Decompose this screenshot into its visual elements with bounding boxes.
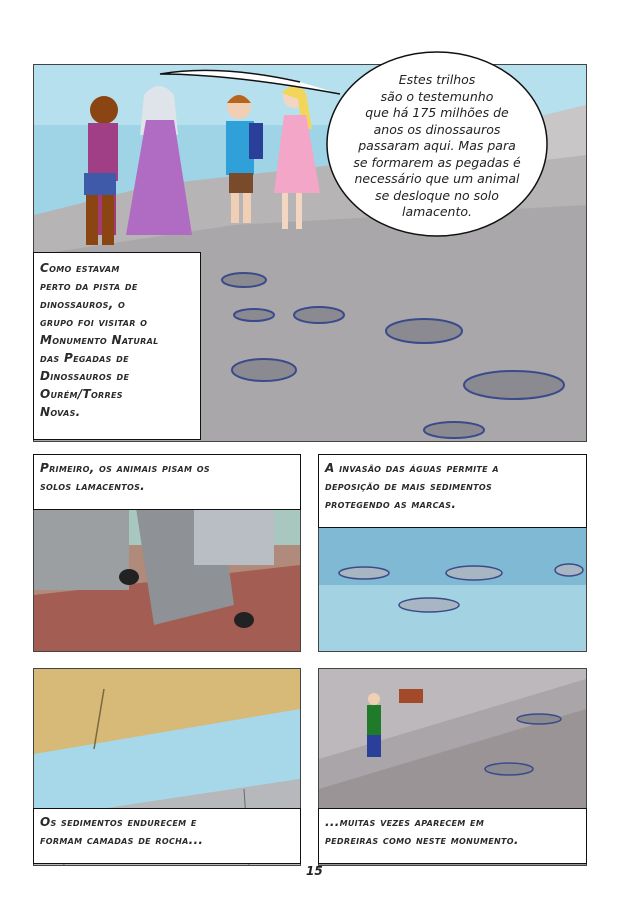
caption-line: solos lamacentos. xyxy=(40,479,146,493)
caption-line: ...muitas vezes aparecem em xyxy=(325,815,485,829)
caption-panel-3 xyxy=(318,454,587,528)
caption-line: das Pegadas de xyxy=(40,351,129,365)
caption-line: Ourém/Torres xyxy=(40,387,123,401)
caption-line: grupo foi visitar o xyxy=(40,315,148,329)
speech-line: se formarem as pegadas é xyxy=(353,154,521,170)
caption-line: perto da pista de xyxy=(40,279,138,293)
speech-bubble-text xyxy=(332,72,542,221)
speech-line: necessário que um animal xyxy=(354,171,520,186)
caption-line: protegendo as marcas. xyxy=(325,497,457,511)
caption-line: Dinossauros de xyxy=(40,369,130,383)
speech-line: anos os dinossauros xyxy=(373,121,501,137)
caption-panel-5 xyxy=(318,808,587,864)
speech-line: que há 175 milhões de xyxy=(365,105,509,120)
speech-line: Estes trilhos xyxy=(398,72,476,87)
speech-line: são o testemunho xyxy=(380,88,494,104)
caption-line: Novas. xyxy=(40,405,81,419)
speech-line: passaram aqui. Mas para xyxy=(358,138,516,153)
caption-line: dinossauros, o xyxy=(40,297,126,311)
caption-line: Como estavam xyxy=(40,261,120,275)
caption-line: A invasão das águas permite a xyxy=(325,461,499,475)
caption-line: deposição de mais sedimentos xyxy=(325,479,493,493)
page-number: 15 xyxy=(306,864,323,878)
caption-panel-2 xyxy=(33,454,301,510)
caption-line: Os sedimentos endurecem e xyxy=(40,815,197,829)
caption-line: formam camadas de rocha... xyxy=(40,833,204,847)
caption-line: Primeiro, os animais pisam os xyxy=(40,461,210,475)
caption-intro xyxy=(33,252,201,440)
caption-line: Monumento Natural xyxy=(40,333,159,347)
speech-line: lamacento. xyxy=(402,204,472,219)
caption-line: pedreiras como neste monumento. xyxy=(325,833,519,847)
caption-panel-4 xyxy=(33,808,301,864)
speech-line: se desloque no solo xyxy=(375,187,499,203)
